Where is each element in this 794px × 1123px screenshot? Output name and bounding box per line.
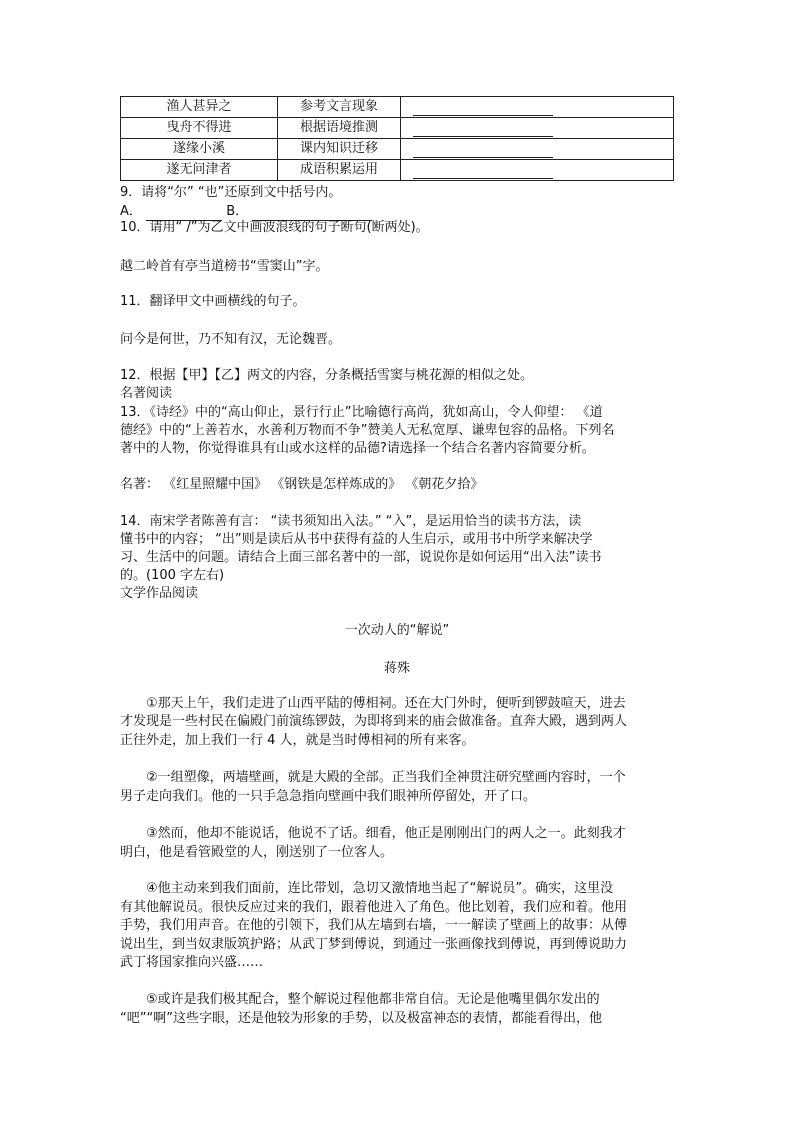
- article-paragraph-line: ①那天上午，我们走进了山西平陆的傅相祠。还在大门外时，便听到锣鼓喧天，进去: [146, 696, 626, 711]
- article-paragraph-line: 手势，我们用声音。在他的引领下，我们从左墙到右墙，一一解读了壁画上的故事：从傅: [120, 918, 628, 933]
- article-paragraph-line: 说出生，到当奴隶版筑护路；从武丁梦到傅说，到通过一张画像找到傅说，再到傅说助力: [120, 937, 628, 952]
- section-heading-wenxue: 文学作品阅读: [120, 586, 199, 601]
- table-cell-word: 曳舟不得进: [121, 118, 278, 139]
- question-9: 9．请将“尔” “也”还原到文中括号内。: [120, 185, 342, 200]
- question-table: [120, 96, 674, 181]
- answer-blank[interactable]: [413, 144, 553, 158]
- question-12: 12．根据【甲】【乙】两文的内容，分条概括雪窦与桃花源的相似之处。: [120, 368, 534, 383]
- question-11-sentence: 问今是何世，乃不知有汉，无论魏晋。: [120, 332, 342, 347]
- table-row: [121, 118, 674, 139]
- question-11: 11．翻译甲文中画横线的句子。: [120, 294, 306, 309]
- answer-blank-cell[interactable]: [401, 97, 674, 118]
- question-14-line: 的。(100 字左右): [120, 568, 225, 583]
- question-13-line: 著中的人物，你觉得谁具有山或水这样的品德?请选择一个结合名著内容简要分析。: [120, 441, 595, 456]
- table-cell-method: 课内知识迁移: [278, 139, 401, 160]
- question-14-line: 习、生活中的问题。请结合上面三部名著中的一部，说说你是如何运用“出入法”读书: [120, 550, 602, 565]
- table-cell-word: 渔人甚异之: [121, 97, 278, 118]
- table-row: [121, 97, 674, 118]
- question-13-line: 13．《诗经》中的“高山仰止，景行行止”比喻德行高尚，犹如高山，令人仰望： 《道: [120, 405, 603, 420]
- article-author: 蒋殊: [383, 661, 410, 676]
- answer-blank-cell[interactable]: [401, 139, 674, 160]
- table-cell-method: 参考文言现象: [278, 97, 401, 118]
- answer-blank[interactable]: [413, 165, 553, 179]
- table-cell-word: 遂缘小溪: [121, 139, 278, 160]
- article-title: 一次动人的“解说”: [344, 623, 450, 638]
- table-row: [121, 160, 674, 181]
- table-cell-method: 成语积累运用: [278, 160, 401, 181]
- table-cell-method: 根据语境推测: [278, 118, 401, 139]
- answer-a-label: A．: [120, 204, 142, 219]
- article-paragraph-line: 明白，他是看管殿堂的人，刚送别了一位客人。: [120, 845, 394, 860]
- answer-blank[interactable]: [413, 123, 553, 137]
- section-heading-mingzhu: 名著阅读: [120, 386, 173, 401]
- question-13-line: 德经》中的“上善若水，水善利万物而不争”赞美人无私宽厚、谦卑包容的品格。下列名: [120, 423, 615, 438]
- table-row: [121, 139, 674, 160]
- question-14-line: 14．南宋学者陈善有言： “读书须知出入法。” “入”，是运用恰当的读书方法，读: [120, 514, 582, 529]
- article-paragraph-line: ③然而，他却不能说话，他说不了话。细看，他正是刚刚出门的两人之一。此刻我才: [146, 826, 626, 841]
- article-paragraph-line: ⑤或许是我们极其配合，整个解说过程他都非常自信。无论是他嘴里偶尔发出的: [146, 992, 600, 1007]
- answer-blank-cell[interactable]: [401, 118, 674, 139]
- question-10-sentence: 越二岭首有亭当道榜书“雪窦山”字。: [120, 259, 329, 274]
- article-paragraph-line: 男子走向我们。他的一只手急急指向壁画中我们眼神所停留处，开了口。: [120, 789, 537, 804]
- question-10: 10．请用“ /”为乙文中画波浪线的句子断句(断两处)。: [120, 220, 429, 235]
- question-13-books: 名著： 《红星照耀中国》 《钢铁是怎样炼成的》 《朝花夕拾》: [120, 477, 484, 492]
- article-paragraph-line: ②一组塑像，两墙壁画，就是大殿的全部。正当我们全神贯注研究壁画内容时，一个: [146, 770, 626, 785]
- question-14-line: 懂书中的内容； “出”则是读后从书中获得有益的人生启示，或用书中所学来解决学: [120, 532, 593, 547]
- article-paragraph-line: 才发现是一些村民在偏殿门前演练锣鼓，为即将到来的庙会做准备。直奔大殿，遇到两人: [120, 714, 628, 729]
- answer-blank[interactable]: [413, 102, 553, 116]
- article-paragraph-line: 武丁将国家推向兴盛……: [120, 955, 264, 970]
- table-cell-word: 遂无问津者: [121, 160, 278, 181]
- article-paragraph-line: 有其他解说员。很快反应过来的我们，跟着他进入了角色。他比划着，我们应和着。他用: [120, 900, 628, 915]
- article-paragraph-line: ④他主动来到我们面前，连比带划，急切又激情地当起了“解说员”。确实，这里没: [146, 881, 614, 896]
- article-paragraph-line: “吧”“啊”这些字眼，还是他较为形象的手势，以及极富神态的表情，都能看得出，他: [120, 1011, 602, 1026]
- article-paragraph-line: 正往外走，加上我们一行 4 人，就是当时傅相祠的所有来客。: [120, 733, 475, 748]
- answer-blank-cell[interactable]: [401, 160, 674, 181]
- answer-b-label: B．: [226, 204, 249, 219]
